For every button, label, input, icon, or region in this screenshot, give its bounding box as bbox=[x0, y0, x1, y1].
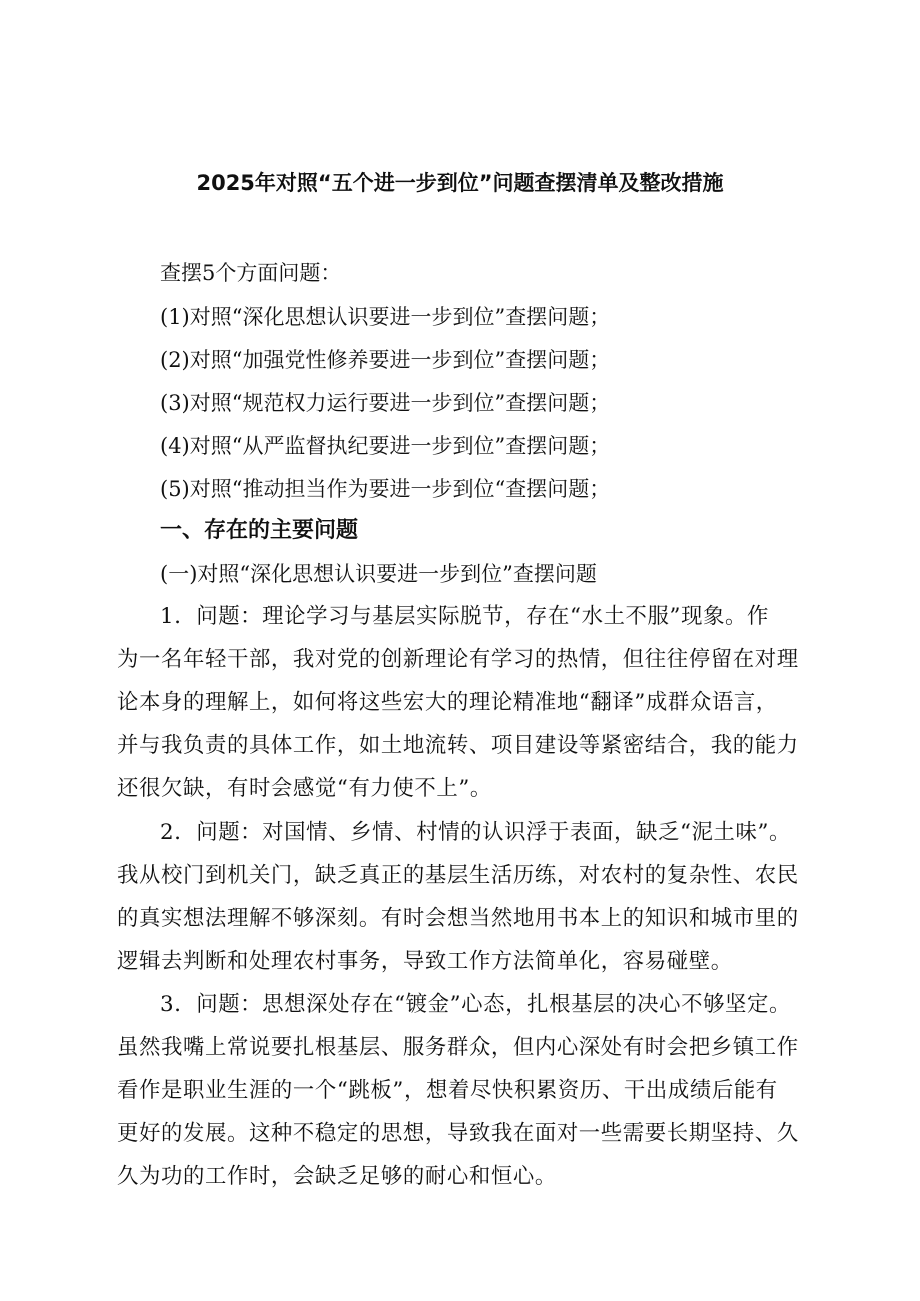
problem-2-line: 的真实想法理解不够深刻。有时会想当然地用书本上的知识和城市里的 bbox=[117, 906, 799, 931]
problem-3-line: 3．问题：思想深处存在“镀金”心态，扎根基层的决心不够坚定。 bbox=[160, 992, 792, 1017]
intro-text: 查摆5个方面问题： bbox=[160, 261, 342, 285]
aspect-item-5: (5)对照“推动担当作为要进一步到位“查摆问题； bbox=[160, 477, 611, 501]
aspect-item-2: (2)对照“加强党性修养要进一步到位”查摆问题； bbox=[160, 348, 611, 372]
document-title: 2025年对照“五个进一步到位”问题查摆清单及整改措施 bbox=[196, 171, 724, 195]
problem-1-line: 1．问题：理论学习与基层实际脱节，存在“水土不服”现象。作 bbox=[160, 604, 770, 629]
subsection-heading: (一)对照“深化思想认识要进一步到位”查摆问题 bbox=[160, 562, 597, 586]
aspect-item-1: (1)对照“深化思想认识要进一步到位”查摆问题； bbox=[160, 305, 611, 329]
aspect-item-3: (3)对照“规范权力运行要进一步到位”查摆问题； bbox=[160, 391, 611, 415]
problem-1-line: 为一名年轻干部，我对党的创新理论有学习的热情，但往往停留在对理 bbox=[117, 647, 799, 672]
problem-2-line: 2．问题：对国情、乡情、村情的认识浮于表面，缺乏“泥土味”。 bbox=[160, 820, 792, 845]
problem-2-line: 逻辑去判断和处理农村事务，导致工作方法简单化，容易碰壁。 bbox=[117, 949, 733, 974]
problem-2-line: 我从校门到机关门，缺乏真正的基层生活历练，对农村的复杂性、农民 bbox=[117, 863, 799, 888]
problem-3-line: 看作是职业生涯的一个“跳板”，想着尽快积累资历、干出成绩后能有 bbox=[117, 1078, 778, 1103]
problem-3-line: 更好的发展。这种不稳定的思想，导致我在面对一些需要长期坚持、久 bbox=[117, 1121, 799, 1146]
problem-3-line: 久为功的工作时，会缺乏足够的耐心和恒心。 bbox=[117, 1164, 557, 1189]
problem-1-line: 还很欠缺，有时会感觉“有力使不上”。 bbox=[117, 776, 492, 801]
section-heading: 一、存在的主要问题 bbox=[160, 518, 359, 543]
problem-1-line: 并与我负责的具体工作，如土地流转、项目建设等紧密结合，我的能力 bbox=[117, 733, 799, 758]
aspect-item-4: (4)对照“从严监督执纪要进一步到位”查摆问题； bbox=[160, 434, 611, 458]
problem-3-line: 虽然我嘴上常说要扎根基层、服务群众，但内心深处有时会把乡镇工作 bbox=[117, 1035, 799, 1060]
problem-1-line: 论本身的理解上，如何将这些宏大的理论精准地“翻译”成群众语言， bbox=[117, 690, 778, 715]
